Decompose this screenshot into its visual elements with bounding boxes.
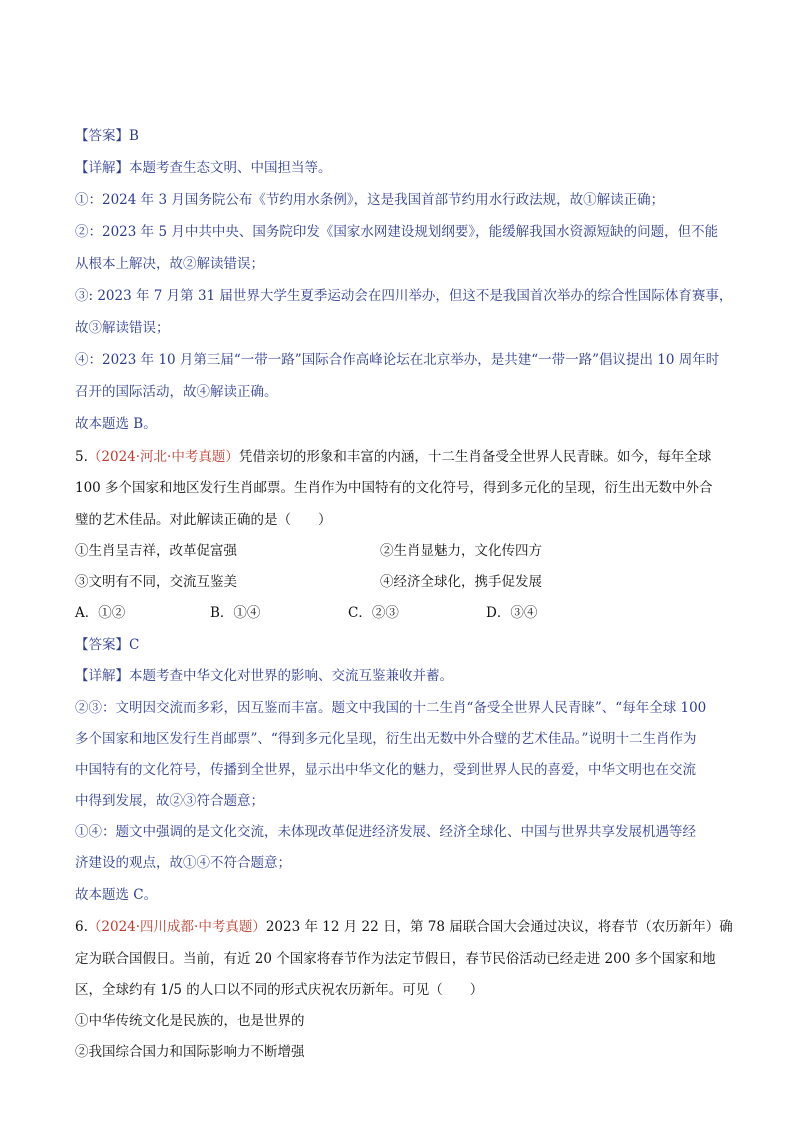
question-source: （2024·河北·中考真题） (87, 449, 239, 465)
detail-tag: 【详解】 (75, 160, 129, 176)
answer-value: C (129, 637, 140, 653)
q5-statement: ④经济全球化，携手促发展 (380, 574, 542, 590)
q4-answer (75, 126, 735, 146)
q6-stem-line: 定为联合国假日。当前，有近 20 个国家将春节作为法定节假日，春节民俗活动已经走进 200 多个国家和地 (75, 951, 716, 967)
q4-explanation-line: ②：2023 年 5 月中共中央、国务院印发《国家水网建设规划纲要》，能缓解我国水资源短缺的问题，但不能 (75, 224, 719, 240)
q5-answer (75, 635, 735, 655)
q5-option-a: A．①② (75, 605, 126, 621)
q4-explanation-line: ④：2023 年 10 月第三届“一带一路”国际合作高峰论坛在北京举办，是共建“一带一路”倡议提出 10 周年时 (75, 352, 720, 368)
detail-tag: 【详解】 (75, 668, 129, 684)
q5-stem-line (75, 447, 735, 467)
q5-explanation-line: ②③：文明因交流而多彩，因互鉴而丰富。题文中我国的十二生肖“备受全世界人民青睐”、“每年全球 100 (75, 700, 707, 716)
q4-explanation-line: 故③解读错误； (75, 320, 170, 336)
q5-explanation-line: ①④：题文中强调的是文化交流，未体现改革促进经济发展、经济全球化、中国与世界共享发展机遇等经 (75, 824, 696, 840)
q4-explanation-line: 从根本上解决，故②解读错误； (75, 256, 264, 272)
q5-explanation-line: 中国特有的文化符号，传播到全世界，显示出中华文化的魅力，受到世界人民的喜爱，中华文明也在交流 (75, 762, 696, 778)
detail-text: 本题考查中华文化对世界的影响、交流互鉴兼收并蓄。 (129, 668, 453, 684)
q5-statement: ③文明有不同，交流互鉴美 (75, 574, 237, 590)
q4-explanation-line: ③: 2023 年 7 月第 31 届世界大学生夏季运动会在四川举办，但这不是我国首次举办的综合性国际体育赛事， (75, 288, 733, 304)
question-source: （2024·四川成都·中考真题） (87, 919, 266, 935)
q6-stem-line (75, 917, 735, 937)
answer-tag: 【答案】 (75, 637, 129, 653)
q5-explanation-line: 济建设的观点，故①④不符合题意； (75, 855, 291, 871)
q6-statement: ②我国综合国力和国际影响力不断增强 (75, 1044, 305, 1060)
question-number: 5. (75, 449, 88, 465)
q4-detail (75, 158, 735, 178)
q5-option-b: B．①④ (210, 605, 261, 621)
q4-explanation-line: ①：2024 年 3 月国务院公布《节约用水条例》，这是我国首部节约用水行政法规，故①解读正确； (75, 192, 665, 208)
q5-option-c: C．②③ (348, 605, 399, 621)
detail-text: 本题考查生态文明、中国担当等。 (129, 160, 332, 176)
q5-detail (75, 666, 735, 686)
answer-tag: 【答案】 (75, 128, 129, 144)
question-number: 6. (75, 919, 88, 935)
stem-text: 2023 年 12 月 22 日，第 78 届联合国大会通过决议，将春节（农历新年）确 (265, 919, 733, 935)
q5-stem-line: 璧的艺术佳品。对此解读正确的是（ ） (75, 512, 332, 528)
q5-explanation-line: 多个国家和地区发行生肖邮票”、“得到多元化呈现，衍生出无数中外合璧的艺术佳品。”说明十二生肖作为 (75, 731, 697, 747)
q5-explanation-line: 中得到发展，故②③符合题意； (75, 793, 264, 809)
q5-conclusion: 故本题选 C。 (75, 887, 158, 903)
q5-statement: ②生肖显魅力，文化传四方 (380, 543, 542, 559)
q6-statement: ①中华传统文化是民族的，也是世界的 (75, 1013, 305, 1029)
q5-stem-line: 100 多个国家和地区发行生肖邮票。生肖作为中国特有的文化符号，得到多元化的呈现，衍生出无数中外合 (75, 480, 713, 496)
q4-conclusion: 故本题选 B。 (75, 416, 157, 432)
q5-option-d: D．③④ (486, 605, 538, 621)
q4-explanation-line: 召开的国际活动，故④解读正确。 (75, 384, 278, 400)
q6-stem-line: 区，全球约有 1/5 的人口以不同的形式庆祝农历新年。可见（ ） (75, 982, 484, 998)
stem-text: 凭借亲切的形象和丰富的内涵，十二生肖备受全世界人民青睐。如今，每年全球 (238, 449, 712, 465)
q5-statement: ①生肖呈吉祥，改革促富强 (75, 543, 237, 559)
answer-value: B (129, 128, 139, 144)
